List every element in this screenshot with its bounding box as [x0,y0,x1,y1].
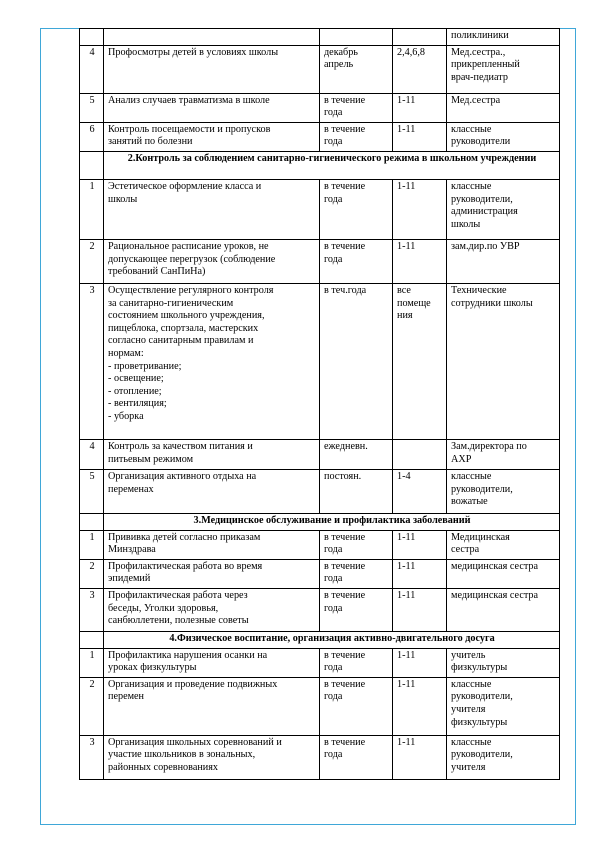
term-cell: в течение года [320,588,393,631]
term-cell [320,29,393,46]
term-cell: в течение года [320,677,393,735]
term-cell: в течение года [320,239,393,283]
grades-cell [393,29,447,46]
term-cell: в течение года [320,735,393,779]
row-number: 3 [80,588,104,631]
table-row [80,648,560,677]
grades-cell: все помеще ния [393,283,447,439]
row-number: 2 [80,677,104,735]
section-heading-row [80,631,560,648]
responsible-cell: классные руководители, администрация школы [447,179,560,239]
responsible-cell: Зам.директора по АХР [447,439,560,469]
section-title: 3.Медицинское обслуживание и профилактика заболеваний [104,513,560,530]
table-row [80,677,560,735]
event-cell: Контроль за качеством питания и питьевым режимом [104,439,320,469]
event-cell: Эстетическое оформление класса и школы [104,179,320,239]
row-number: 5 [80,93,104,122]
event-cell [104,29,320,46]
event-cell: Профосмотры детей в условиях школы [104,45,320,93]
responsible-cell: Мед.сестра., прикрепленный врач-педиатр [447,45,560,93]
grades-cell: 1-11 [393,530,447,559]
table-row [80,45,560,93]
responsible-cell: медицинская сестра [447,588,560,631]
table-row [80,122,560,151]
responsible-cell: Медицинская сестра [447,530,560,559]
term-cell: в течение года [320,122,393,151]
grades-cell: 1-11 [393,179,447,239]
section-title: 2.Контроль за соблюдением санитарно-гигиенического режима в школьном учреждении [104,151,560,179]
table-row [80,559,560,588]
row-number: 6 [80,122,104,151]
row-number: 2 [80,559,104,588]
event-cell: Организация активного отдыха на переменах [104,469,320,513]
grades-cell: 1-11 [393,588,447,631]
responsible-cell: учитель физкультуры [447,648,560,677]
table-row [80,588,560,631]
term-cell: в течение года [320,93,393,122]
responsible-cell: классные руководители, учителя физкультуры [447,677,560,735]
term-cell: в течение года [320,559,393,588]
row-number: 5 [80,469,104,513]
term-cell: в теч.года [320,283,393,439]
health-plan-table [79,28,560,780]
term-cell: постоян. [320,469,393,513]
term-cell: в течение года [320,179,393,239]
table-row [80,530,560,559]
event-cell: Организация школьных соревнований и участие школьников в зональных, районных соревнованиях [104,735,320,779]
table-row [80,469,560,513]
table-row [80,93,560,122]
event-cell: Профилактическая работа во время эпидемий [104,559,320,588]
term-cell: декабрь апрель [320,45,393,93]
grades-cell [393,439,447,469]
table-row [80,29,560,46]
event-cell: Организация и проведение подвижных перемен [104,677,320,735]
event-cell: Рациональное расписание уроков, не допускающее перегрузок (соблюдение требований СанПиНа) [104,239,320,283]
row-number: 4 [80,439,104,469]
grades-cell: 1-11 [393,559,447,588]
grades-cell: 2,4,6,8 [393,45,447,93]
responsible-cell: Мед.сестра [447,93,560,122]
grades-cell: 1-11 [393,648,447,677]
table-row [80,735,560,779]
responsible-cell: классные руководители, учителя [447,735,560,779]
table-row [80,239,560,283]
grades-cell: 1-4 [393,469,447,513]
term-cell: ежедневн. [320,439,393,469]
table-row [80,439,560,469]
row-number: 3 [80,283,104,439]
table-row [80,283,560,439]
grades-cell: 1-11 [393,239,447,283]
grades-cell: 1-11 [393,735,447,779]
term-cell: в течение года [320,530,393,559]
responsible-cell: медицинская сестра [447,559,560,588]
responsible-cell: классные руководители [447,122,560,151]
event-cell: Профилактика нарушения осанки на уроках физкультуры [104,648,320,677]
row-number [80,29,104,46]
grades-cell: 1-11 [393,93,447,122]
section-heading-row [80,513,560,530]
event-cell: Анализ случаев травматизма в школе [104,93,320,122]
section-title: 4.Физическое воспитание, организация активно-двигательного досуга [104,631,560,648]
row-number: 3 [80,735,104,779]
term-cell: в течение года [320,648,393,677]
row-number: 4 [80,45,104,93]
grades-cell: 1-11 [393,122,447,151]
row-number: 2 [80,239,104,283]
responsible-cell: Технические сотрудники школы [447,283,560,439]
event-cell: Осуществление регулярного контроля за санитарно-гигиеническим состоянием школьного учреждения, пищеблока, спортзала, мастерских согласно санитарным правилам и нормам: - проветривание; - освещение; - отопление; - вентиляция; - уборка [104,283,320,439]
responsible-cell: зам.дир.по УВР [447,239,560,283]
responsible-cell: поликлиники [447,29,560,46]
row-number: 1 [80,179,104,239]
event-cell: Прививка детей согласно приказам Минздрава [104,530,320,559]
row-number: 1 [80,648,104,677]
grades-cell: 1-11 [393,677,447,735]
event-cell: Контроль посещаемости и пропусков занятий по болезни [104,122,320,151]
section-heading-row [80,151,560,179]
table-row [80,179,560,239]
responsible-cell: классные руководители, вожатые [447,469,560,513]
event-cell: Профилактическая работа через беседы, Уголки здоровья, санбюллетени, полезные советы [104,588,320,631]
row-number: 1 [80,530,104,559]
